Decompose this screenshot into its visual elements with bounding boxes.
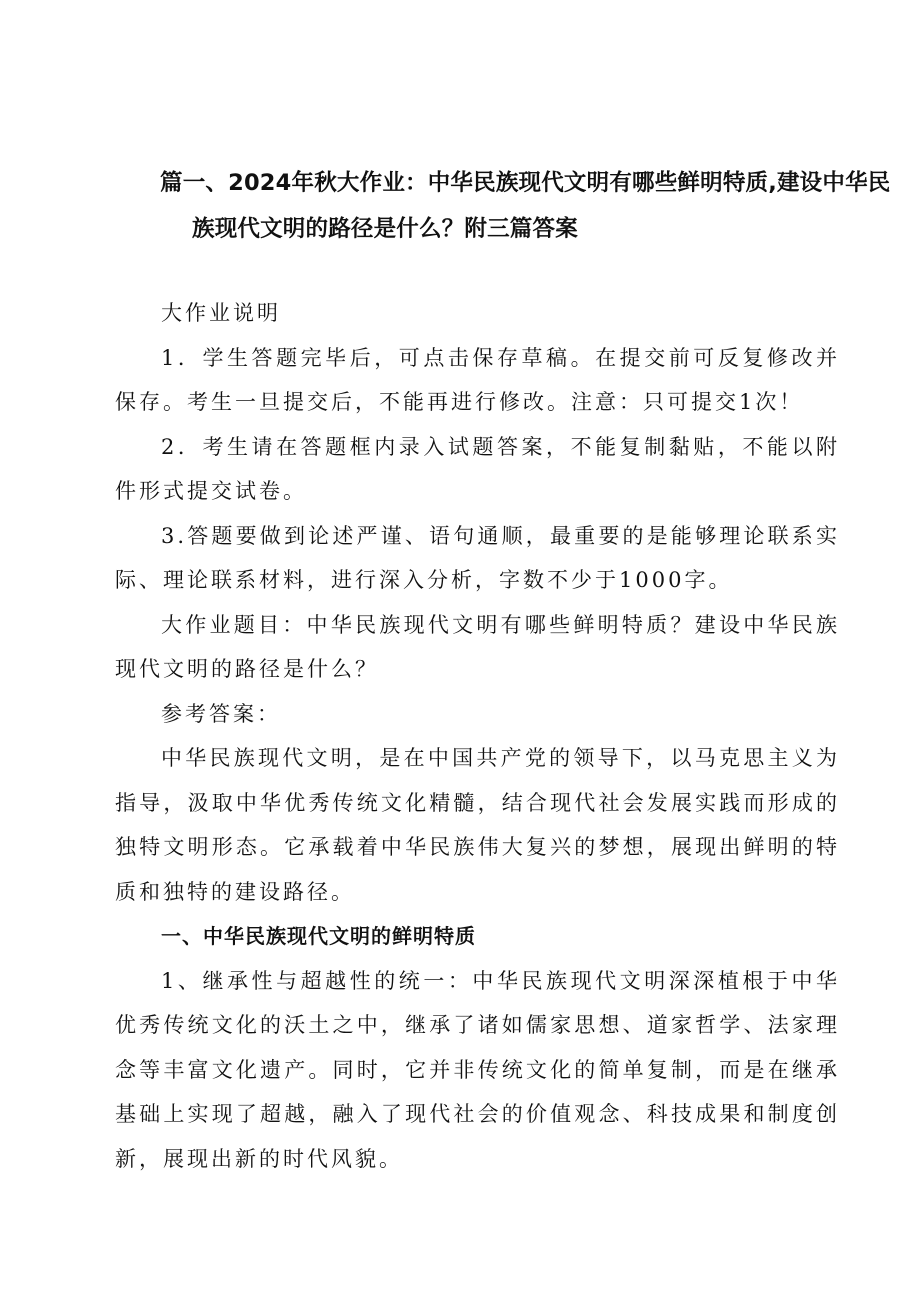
title-line-2: 族现代文明的路径是什么？附三篇答案 xyxy=(192,216,578,242)
document-title xyxy=(160,160,891,252)
section-1-heading: 一、中华民族现代文明的鲜明特质 xyxy=(161,924,476,948)
point-1: 1、继承性与超越性的统一：中华民族现代文明深深植根于中华优秀传统文化的沃土之中，继承了诸如儒家思想、道家哲学、法家理念等丰富文化遗产。同时，它并非传统文化的简单复制，而是在继承基础上实现了超越，融入了现代社会的价值观念、科技成果和制度创新，展现出新的时代风貌。 xyxy=(115,968,840,1171)
intro-paragraph: 中华民族现代文明，是在中国共产党的领导下，以马克思主义为指导，汲取中华优秀传统文化精髓，结合现代社会发展实践而形成的独特文明形态。它承载着中华民族伟大复兴的梦想，展现出鲜明的特质和独特的建设路径。 xyxy=(115,746,840,904)
instruction-3: 3.答题要做到论述严谨、语句通顺，最重要的是能够理论联系实际、理论联系材料，进行深入分析，字数不少于1000字。 xyxy=(115,523,840,592)
answer-label: 参考答案： xyxy=(161,701,281,726)
instruction-2: 2．考生请在答题框内录入试题答案，不能复制黏贴，不能以附件形式提交试卷。 xyxy=(115,434,840,503)
document-body xyxy=(115,291,840,1181)
instruction-1: 1．学生答题完毕后，可点击保存草稿。在提交前可反复修改并保存。考生一旦提交后，不能再进行修改。注意：只可提交1次！ xyxy=(115,345,840,414)
title-line-1: 篇一、2024年秋大作业：中华民族现代文明有哪些鲜明特质,建设中华民 xyxy=(160,170,891,196)
question-text: 大作业题目：中华民族现代文明有哪些鲜明特质？建设中华民族现代文明的路径是什么？ xyxy=(115,612,840,681)
instructions-heading: 大作业说明 xyxy=(161,301,281,325)
